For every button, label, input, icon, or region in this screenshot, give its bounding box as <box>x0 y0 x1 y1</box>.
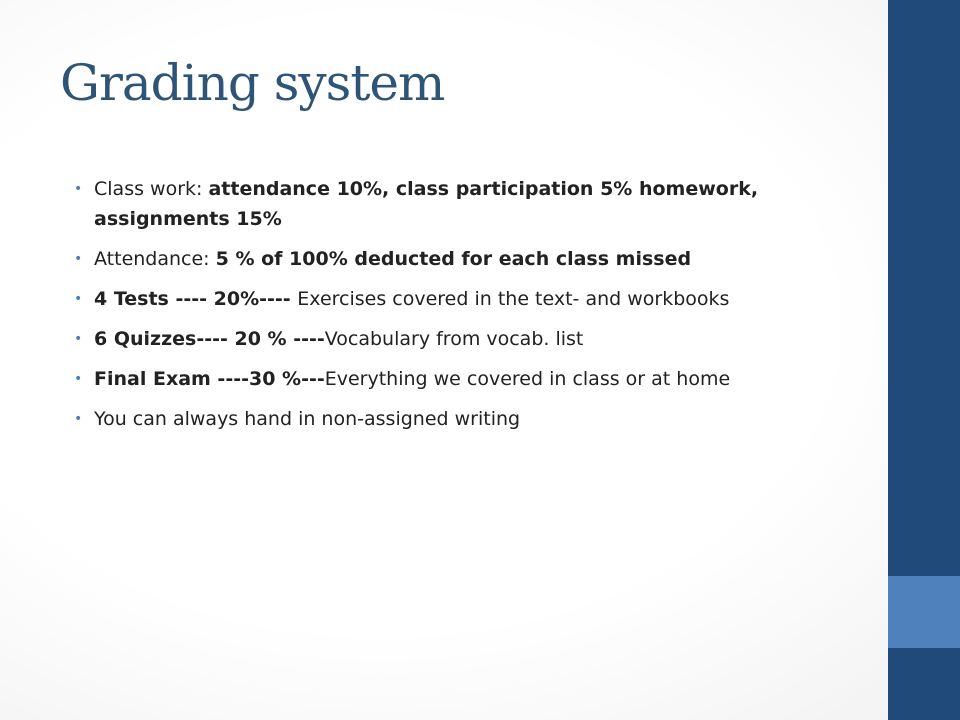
bullet-dot-icon: • <box>74 251 83 267</box>
bullet-dot-icon: • <box>74 181 83 197</box>
bullet-text: You can always hand in non-assigned writing <box>94 408 521 430</box>
bullet-text-bold: 6 Quizzes---- 20 % ---- <box>94 328 325 350</box>
bullet-text: Attendance: <box>94 248 216 270</box>
bullet-text: Exercises covered in the text- and workbooks <box>297 288 730 310</box>
bullet-dot-icon: • <box>74 371 83 387</box>
bullet-text-bold: 5 % of 100% deducted for each class missed <box>215 248 692 270</box>
bullet-dot-icon: • <box>74 331 83 347</box>
bullet-item <box>74 174 794 234</box>
bullet-dot-icon: • <box>74 291 83 307</box>
slide-title: Grading system <box>60 54 445 112</box>
bullet-item <box>74 324 794 354</box>
bullet-text-bold: 4 Tests ---- 20%---- <box>94 288 298 310</box>
bullet-item <box>74 284 794 314</box>
bullet-text: Vocabulary from vocab. list <box>324 328 584 350</box>
bullet-list <box>74 174 794 444</box>
bullet-item <box>74 244 794 274</box>
bullet-item <box>74 364 794 394</box>
bullet-item <box>74 404 794 434</box>
bullet-dot-icon: • <box>74 411 83 427</box>
bullet-text-bold: attendance 10%, class participation 5% homework, assignments 15% <box>94 178 759 230</box>
bullet-text: Class work: <box>94 178 209 200</box>
bullet-text: Everything we covered in class or at home <box>324 368 731 390</box>
bullet-text-bold: Final Exam ----30 %--- <box>94 368 325 390</box>
sidebar-bottom-block <box>888 648 960 720</box>
sidebar-dark-bar <box>888 0 960 576</box>
sidebar-accent-block <box>888 576 960 648</box>
